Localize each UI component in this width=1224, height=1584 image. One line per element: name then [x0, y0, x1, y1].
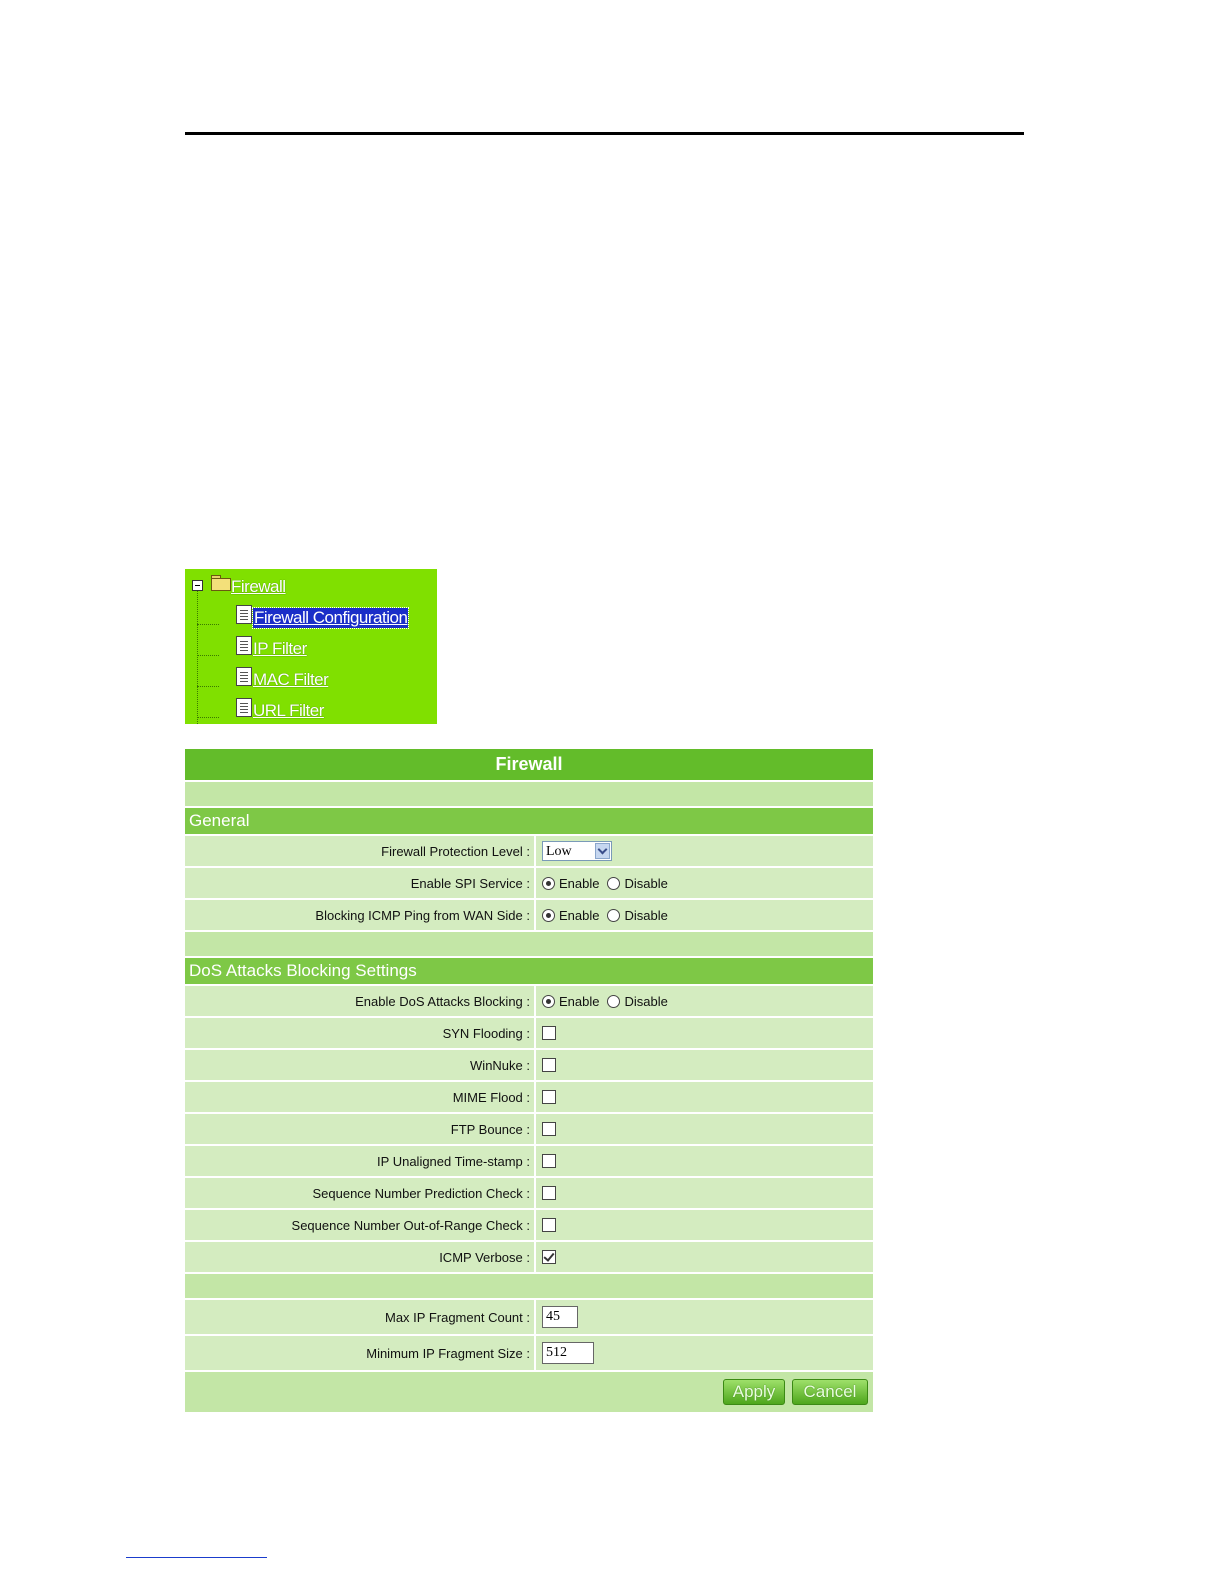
chevron-down-icon[interactable]	[595, 843, 610, 859]
tree-item-mac-filter[interactable]: MAC Filter	[253, 670, 329, 689]
tree-item-url-filter[interactable]: URL Filter	[253, 701, 324, 720]
row-seq-range	[185, 1208, 873, 1240]
tree-item-firewall-configuration[interactable]: Firewall Configuration	[254, 608, 408, 627]
spi-disable-radio[interactable]	[607, 877, 620, 890]
top-rule	[185, 132, 1024, 135]
tree-item-ip-filter[interactable]: IP Filter	[253, 639, 307, 658]
row-winnuke	[185, 1048, 873, 1080]
row-max-fragment-count	[185, 1298, 873, 1334]
min-fragment-size-label: Minimum IP Fragment Size :	[366, 1345, 530, 1361]
max-fragment-count-input[interactable]: 45	[542, 1306, 578, 1328]
ftp-bounce-label: FTP Bounce :	[450, 1121, 530, 1137]
cancel-button[interactable]: Cancel	[792, 1379, 868, 1405]
spacer-row	[185, 780, 873, 806]
collapse-icon[interactable]	[192, 580, 203, 591]
row-protection-level	[185, 834, 873, 866]
firewall-panel	[185, 749, 873, 1412]
row-spi-service	[185, 866, 873, 898]
max-fragment-count-label: Max IP Fragment Count :	[385, 1309, 530, 1325]
row-icmp-verbose	[185, 1240, 873, 1272]
icmp-verbose-checkbox[interactable]	[542, 1250, 556, 1264]
document-icon	[236, 605, 252, 624]
seq-range-checkbox[interactable]	[542, 1218, 556, 1232]
tree-line	[197, 655, 219, 656]
radio-label-disable: Disable	[624, 993, 668, 1009]
radio-label-enable: Enable	[559, 875, 600, 891]
seq-range-label: Sequence Number Out-of-Range Check :	[291, 1217, 530, 1233]
row-icmp-wan	[185, 898, 873, 930]
radio-label-disable: Disable	[624, 907, 668, 923]
footnote-rule	[126, 1557, 267, 1558]
row-syn-flooding	[185, 1016, 873, 1048]
tree-line	[197, 591, 198, 724]
spacer-row	[185, 930, 873, 956]
row-ftp-bounce	[185, 1112, 873, 1144]
dos-enable-radio[interactable]	[542, 995, 555, 1008]
document-icon	[236, 667, 252, 686]
button-row	[185, 1370, 873, 1412]
spacer-row	[185, 1272, 873, 1298]
winnuke-checkbox[interactable]	[542, 1058, 556, 1072]
document-icon	[236, 636, 252, 655]
icmp-wan-disable-radio[interactable]	[607, 909, 620, 922]
min-fragment-size-input[interactable]: 512	[542, 1342, 594, 1364]
seq-prediction-label: Sequence Number Prediction Check :	[312, 1185, 530, 1201]
tree-line	[197, 686, 219, 687]
dos-enable-label: Enable DoS Attacks Blocking :	[355, 993, 530, 1009]
protection-level-select[interactable]	[542, 841, 612, 861]
tree-item-firewall[interactable]: Firewall	[231, 577, 286, 596]
protection-level-label: Firewall Protection Level :	[381, 843, 530, 859]
mime-flood-checkbox[interactable]	[542, 1090, 556, 1104]
row-min-fragment-size	[185, 1334, 873, 1370]
panel-title: Firewall	[185, 749, 873, 780]
mime-flood-label: MIME Flood :	[452, 1089, 530, 1105]
radio-label-enable: Enable	[559, 907, 600, 923]
protection-level-value: Low	[546, 844, 572, 859]
icmp-verbose-label: ICMP Verbose :	[439, 1249, 530, 1265]
tree-line	[197, 624, 219, 625]
spi-enable-radio[interactable]	[542, 877, 555, 890]
section-general: General	[185, 806, 873, 834]
ip-unaligned-label: IP Unaligned Time-stamp :	[377, 1153, 530, 1169]
radio-label-enable: Enable	[559, 993, 600, 1009]
section-dos: DoS Attacks Blocking Settings	[185, 956, 873, 984]
icmp-wan-enable-radio[interactable]	[542, 909, 555, 922]
ip-unaligned-checkbox[interactable]	[542, 1154, 556, 1168]
firewall-tree-nav	[185, 569, 437, 724]
row-mime-flood	[185, 1080, 873, 1112]
syn-flooding-checkbox[interactable]	[542, 1026, 556, 1040]
dos-disable-radio[interactable]	[607, 995, 620, 1008]
winnuke-label: WinNuke :	[470, 1057, 530, 1073]
syn-flooding-label: SYN Flooding :	[442, 1025, 530, 1041]
apply-button[interactable]: Apply	[723, 1379, 785, 1405]
row-dos-enable	[185, 984, 873, 1016]
document-icon	[236, 698, 252, 717]
ftp-bounce-checkbox[interactable]	[542, 1122, 556, 1136]
tree-line	[197, 717, 219, 718]
seq-prediction-checkbox[interactable]	[542, 1186, 556, 1200]
radio-label-disable: Disable	[624, 875, 668, 891]
folder-open-icon	[211, 575, 230, 590]
icmp-wan-label: Blocking ICMP Ping from WAN Side :	[315, 907, 530, 923]
row-seq-prediction	[185, 1176, 873, 1208]
spi-service-label: Enable SPI Service :	[410, 875, 530, 891]
row-ip-unaligned	[185, 1144, 873, 1176]
